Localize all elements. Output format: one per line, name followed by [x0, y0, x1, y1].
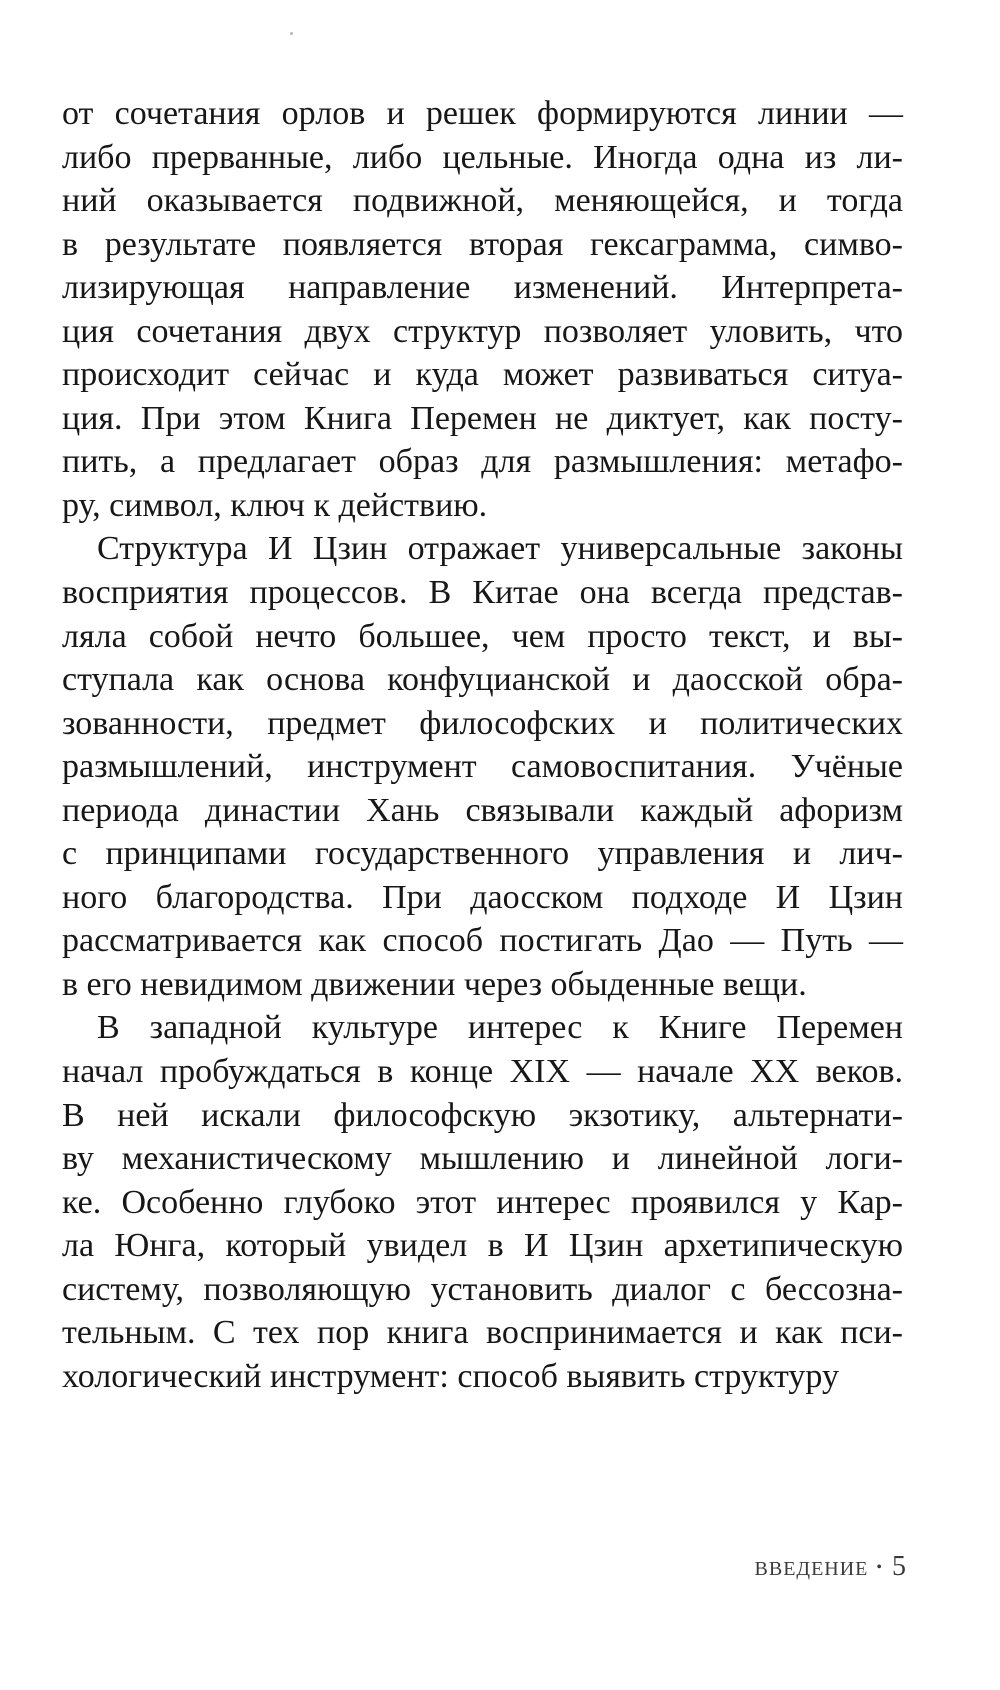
text-line: ция сочетания двух структур позволяет уловить, что [62, 312, 903, 350]
text-line: В ней искали философскую экзотику, альтернати- [62, 1096, 903, 1134]
text-line: ляла собой нечто большее, чем просто текст, и вы- [62, 617, 903, 655]
text-line: происходит сейчас и куда может развиваться ситуа- [62, 356, 903, 394]
text-line: ке. Особенно глубоко этот интерес проявился у Кар- [62, 1183, 903, 1221]
text-line: в результате появляется вторая гексаграмма, симво- [62, 225, 903, 263]
section-title: ВВЕДЕНИЕ [754, 1558, 869, 1580]
text-line: В западной культуре интерес к Книге Перемен [97, 1009, 903, 1047]
text-line: либо прерванные, либо цельные. Иногда одна из ли- [62, 138, 903, 176]
text-line: хологический инструмент: способ выявить структуру [62, 1357, 839, 1395]
scan-speck [290, 32, 293, 35]
text-line: систему, позволяющую установить диалог с бессозна- [62, 1270, 903, 1308]
text-line: с принципами государственного управления и лич- [62, 835, 903, 873]
text-line: тельным. С тех пор книга воспринимается и как пси- [62, 1314, 903, 1352]
text-line: пить, а предлагает образ для размышления: метафо- [62, 443, 903, 481]
text-line: ция. При этом Книга Перемен не диктует, как посту- [62, 399, 903, 437]
text-line: ний оказывается подвижной, меняющейся, и тогда [62, 182, 903, 220]
text-line: от сочетания орлов и решек формируются линии — [62, 95, 903, 132]
text-line: ла Юнга, который увидел в И Цзин архетипическую [62, 1227, 903, 1265]
paragraph [62, 92, 903, 527]
paragraph [62, 527, 903, 1006]
text-line: ного благородства. При даосском подходе И Цзин [62, 878, 903, 916]
paragraph [62, 1006, 903, 1398]
text-line: ру, символ, ключ к действию. [62, 486, 488, 524]
text-line: зованности, предмет философских и политических [62, 704, 903, 742]
text-line: Структура И Цзин отражает универсальные законы [97, 530, 903, 568]
text-line: размышлений, инструмент самовоспитания. Учёные [62, 748, 903, 786]
footer-separator: • [876, 1559, 884, 1576]
text-line: ступала как основа конфуцианской и даосской обра- [62, 661, 903, 699]
text-line: ву механистическому мышлению и линейной логи- [62, 1140, 903, 1178]
text-line: в его невидимом движении через обыденные вещи. [62, 965, 807, 1003]
text-line: восприятия процессов. В Китае она всегда представ- [62, 574, 903, 612]
running-footer [755, 1551, 908, 1583]
page-number: 5 [892, 1551, 908, 1582]
text-line: лизирующая направление изменений. Интерпрета- [62, 269, 903, 307]
text-line: периода династии Хань связывали каждый афоризм [62, 791, 903, 829]
text-line: рассматривается как способ постигать Дао — Путь — [62, 922, 903, 960]
body-text [62, 92, 903, 1398]
text-line: начал пробуждаться в конце XIX — начале XX веков. [62, 1053, 903, 1091]
